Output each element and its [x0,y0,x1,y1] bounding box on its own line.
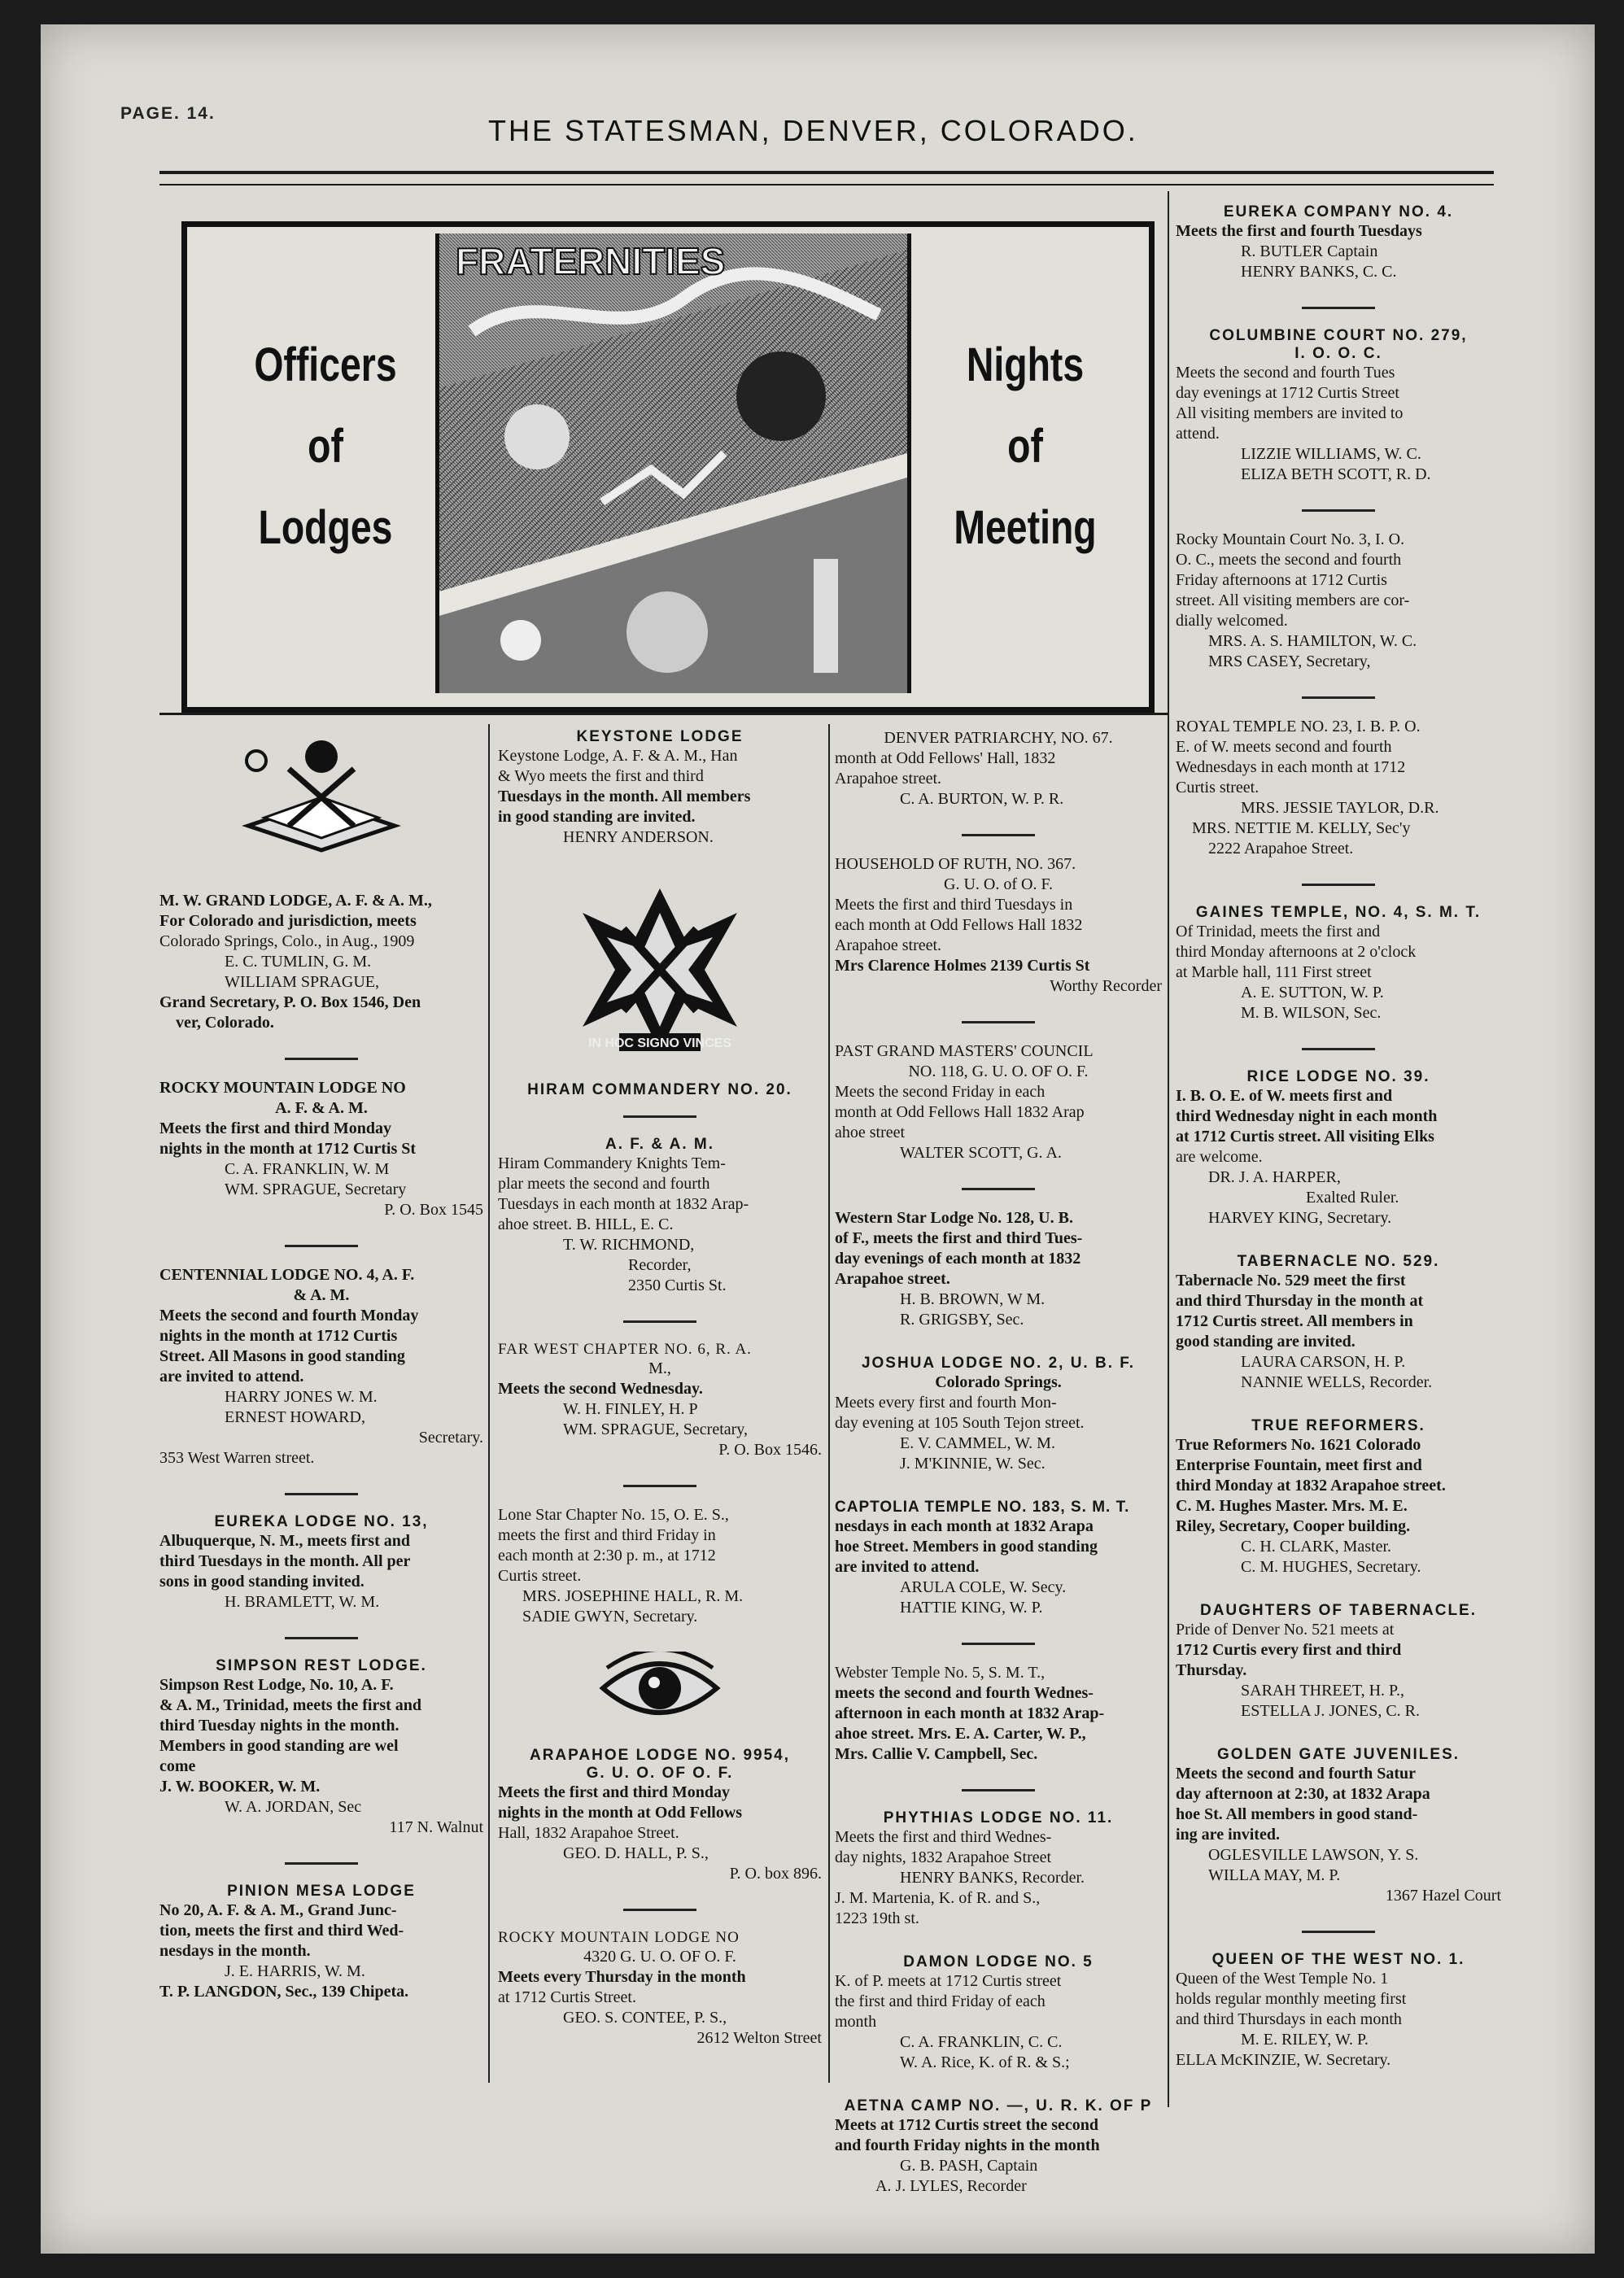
header-rule [159,171,1494,174]
column-1 [159,728,483,2027]
separator [1302,1931,1375,1933]
column-divider-4 [1168,191,1169,2107]
separator [962,1789,1035,1791]
rocky-mountain-gu-lodge-item: ROCKY MOUNTAIN LODGE NO 4320 G. U. O. OF O. F. Meets every Thursday in the month at 1712 Curtis Street. GEO. S. CONTEE, P. S., 2612 Welton Street [498,1929,822,2047]
captolia-temple-item: CAPTOLIA TEMPLE NO. 183, S. M. T. nesdays in each month at 1832 Arapa hoe Street. Members in good standing are invited to attend. ARULA COLE, W. Secy. HATTIE KING, W. P. [835,1499,1130,1617]
rocky-mountain-court-item: Rocky Mountain Court No. 3, I. O. O. C., meets the second and fourth Friday afternoons at 1712 Curtis street. All visiting members are cor- dially welcomed. MRS. A. S. HAMILTON, W. C. MRS CASEY, Secretary, [1176,530,1417,670]
rice-lodge-item: RICE LODGE NO. 39. I. B. O. E. of W. meets first and third Wednesday night in each month at 1712 Curtis street. All visiting Elks are welcome. DR. J. A. HARPER, Exalted Ruler. HARVEY KING, Secretary. [1176,1068,1438,1227]
page-number: PAGE. 14. [120,104,216,123]
arapahoe-lodge-item: ARAPAHOE LODGE NO. 9954, G. U. O. OF O. F. Meets the first and third Monday nights in the month at Odd Fellows Hall, 1832 Arapahoe Street. GEO. D. HALL, P. S., P. O. box 896. [498,1747,822,1883]
webster-temple-item: Webster Temple No. 5, S. M. T., meets the second and fourth Wednes- afternoon in each month at 1832 Arap- ahoe street. Mrs. E. A. Carter, W. P., Mrs. Callie V. Campbell, Sec. [835,1664,1105,1763]
tabernacle-item: TABERNACLE NO. 529. Tabernacle No. 529 meet the first and third Thursday in the month at 1712 Curtis street. All members in good standing are invited. LAURA CARSON, H. P. NANNIE WELLS, Recorder. [1176,1253,1440,1391]
separator [285,1862,358,1865]
banner-left-text: Officers of Lodges [254,338,397,554]
eye-icon [599,1652,721,1725]
far-west-chapter-item: FAR WEST CHAPTER NO. 6, R. A. M., Meets the second Wednesday. W. H. FINLEY, H. P WM. SPRAGUE, Secretary, P. O. Box 1546. [498,1341,822,1459]
column-divider-2 [488,724,490,2083]
separator [285,1637,358,1639]
centennial-lodge-item: CENTENNIAL LODGE NO. 4, A. F. & A. M. Meets the second and fourth Monday nights in the month at 1712 Curtis Street. All Masons in good standing are invited to attend. HARRY JONES W. M. ERNEST HOWARD, Secretary. 353 West Warren street. [159,1266,483,1467]
fraternities-banner [181,221,1155,713]
denver-patriarchy-item: DENVER PATRIARCHY, NO. 67. month at Odd Fellows' Hall, 1832 Arapahoe street. C. A. BURTON, W. P. R. [835,729,1113,808]
damon-lodge-item: DAMON LODGE NO. 5 K. of P. meets at 1712 Curtis street the first and third Friday of each month C. A. FRANKLIN, C. C. W. A. Rice, K. of R. & S.; [835,1953,1094,2071]
keystone-lodge-item: KEYSTONE LODGE Keystone Lodge, A. F. & A. M., Han & Wyo meets the first and third Tuesdays in the month. All members in good standing are invited. HENRY ANDERSON. [498,728,751,846]
household-of-ruth-item: HOUSEHOLD OF RUTH, NO. 367. G. U. O. of O. F. Meets the first and third Tuesdays in each month at Odd Fellows Hall 1832 Arapahoe street. Mrs Clarence Holmes 2139 Curtis St Worthy Recorder [835,855,1162,995]
columbine-court-item: COLUMBINE COURT NO. 279, I. O. O. C. Meets the second and fourth Tues day evenings at 1712 Curtis Street All visiting members are invited to attend. LIZZIE WILLIAMS, W. C. ELIZA BETH SCOTT, R. D. [1176,327,1468,483]
rocky-mountain-lodge-item: ROCKY MOUNTAIN LODGE NO A. F. & A. M. Meets the first and third Monday nights in the month at 1712 Curtis St C. A. FRANKLIN, W. M WM. SPRAGUE, Secretary P. O. Box 1545 [159,1079,483,1219]
phythias-lodge-item: PHYTHIAS LODGE NO. 11. Meets the first and third Wednes- day nights, 1832 Arapahoe Street HENRY BANKS, Recorder. J. M. Martenia, K. of R. and S., 1223 19th st. [835,1809,1114,1927]
separator [623,1115,696,1118]
joshua-lodge-item: JOSHUA LODGE NO. 2, U. B. F. Colorado Springs. Meets every first and fourth Mon- day evening at 105 South Tejon street. E. V. CAMMEL, W. M. J. M'KINNIE, W. Sec. [835,1355,1136,1473]
separator [1302,884,1375,886]
emblem-motto: IN HOC SIGNO VINCES [587,1036,732,1050]
column-2 [498,728,822,2073]
header-rule-thin [159,184,1494,185]
daughters-of-tabernacle-item: DAUGHTERS OF TABERNACLE. Pride of Denver No. 521 meets at 1712 Curtis every first and third Thursday. SARAH THREET, H. P., ESTELLA J. JONES, C. R. [1176,1602,1478,1720]
lone-star-chapter-item: Lone Star Chapter No. 15, O. E. S., meets the first and third Friday in each month at 2:30 p. m., at 1712 Curtis street. MRS. JOSEPHINE HALL, R. M. SADIE GWYN, Secretary. [498,1506,744,1626]
masonic-bible-icon [232,728,411,858]
gaines-temple-item: GAINES TEMPLE, NO. 4, S. M. T. Of Trinidad, meets the first and third Monday afternoons at 2 o'clock at Marble hall, 111 First street A. E. SUTTON, W. P. M. B. WILSON, Sec. [1176,904,1482,1022]
banner-illustration [435,233,911,693]
separator [1302,1048,1375,1050]
column-divider-3 [828,724,830,2083]
grand-lodge-item: M. W. GRAND LODGE, A. F. & A. M., For Colorado and jurisdiction, meets Colorado Springs, Colo., in Aug., 1909 E. C. TUMLIN, G. M. WILLIAM SPRAGUE, Grand Secretary, P. O. Box 1546, Den ver, Colorado. [159,892,432,1032]
pinion-mesa-lodge-item: PINION MESA LODGE No 20, A. F. & A. M., Grand Junc- tion, meets the first and third Wed- nesdays in the month. J. E. HARRIS, W. M. T. P. LANGDON, Sec., 139 Chipeta. [159,1883,416,2001]
aetna-camp-item: AETNA CAMP NO. —, U. R. K. OF P Meets at 1712 Curtis street the second and fourth Friday nights in the month G. B. PASH, Captain A. J. LYLES, Recorder [835,2097,1153,2195]
separator [1302,509,1375,512]
fraternities-illustration [439,233,907,693]
column-4 [1176,203,1501,2095]
queen-of-the-west-item: QUEEN OF THE WEST NO. 1. Queen of the West Temple No. 1 holds regular monthly meeting first and third Thursdays in each month M. E. RILEY, W. P. ELLA McKINZIE, W. Secretary. [1176,1951,1465,2069]
separator [1302,696,1375,699]
separator [285,1493,358,1495]
newspaper-title: THE STATESMAN, DENVER, COLORADO. [488,114,1138,147]
banner-right-text: Nights of Meeting [954,338,1097,554]
separator [962,1643,1035,1645]
cross-emblem-icon [574,880,745,1059]
past-grand-masters-item: PAST GRAND MASTERS' COUNCIL NO. 118, G. U. O. OF O. F. Meets the second Friday in each month at Odd Fellows Hall 1832 Arap ahoe street WALTER SCOTT, G. A. [835,1042,1094,1162]
separator [962,1021,1035,1023]
separator [1302,307,1375,309]
eureka-company-item: EUREKA COMPANY NO. 4. Meets the first and fourth Tuesdays R. BUTLER Captain HENRY BANKS, C. C. [1176,203,1454,281]
royal-temple-item: ROYAL TEMPLE NO. 23, I. B. P. O. E. of W. meets second and fourth Wednesdays in each month at 1712 Curtis street. MRS. JESSIE TAYLOR, D.R. MRS. NETTIE M. KELLY, Sec'y 2222 Arapahoe Street. [1176,718,1439,858]
all-seeing-eye-emblem [498,1652,822,1730]
banner-bottom-rule [159,713,1168,715]
western-star-lodge-item: Western Star Lodge No. 128, U. B. of F., meets the first and third Tues- day evenings of each month at 1832 Arapahoe street. H. B. BROWN, W M. R. GRIGSBY, Sec. [835,1209,1083,1329]
hiram-commandery-item: A. F. & A. M. Hiram Commandery Knights Tem- plar meets the second and fourth Tuesdays in each month at 1832 Arap- ahoe street. B. HILL, E. C. T. W. RICHMOND, Recorder, 2350 Curtis St. [498,1136,749,1294]
separator [623,1320,696,1323]
simpson-rest-lodge-item: SIMPSON REST LODGE. Simpson Rest Lodge, No. 10, A. F. & A. M., Trinidad, meets the first and third Tuesday nights in the month. Members in good standing are wel come J. W. BOOKER, W. M. W. A. JORDAN, Sec 117 N. Walnut [159,1657,483,1836]
separator [285,1058,358,1060]
golden-gate-juveniles-item: GOLDEN GATE JUVENILES. Meets the second and fourth Satur day afternoon at 2:30, at 1832 Arapa hoe St. All members in good stand- ing are invited. OGLESVILLE LAWSON, Y. S. WILLA MAY, M. P. 1367 Hazel Court [1176,1746,1501,1905]
banner-art-title: FRATERNITIES [456,240,726,282]
hiram-commandery-heading: HIRAM COMMANDERY NO. 20. [527,1081,792,1098]
eureka-lodge-item: EUREKA LODGE NO. 13, Albuquerque, N. M., meets first and third Tuesdays in the month. All per sons in good standing invited. H. BRAMLETT, W. M. [159,1513,429,1611]
true-reformers-item: TRUE REFORMERS. True Reformers No. 1621 Colorado Enterprise Fountain, meet first and third Monday at 1832 Arapahoe street. C. M. Hughes Master. Mrs. M. E. Riley, Secretary, Cooper building. C. H. CLARK, Master. C. M. HUGHES, Secretary. [1176,1417,1446,1576]
separator [623,1909,696,1911]
separator [962,834,1035,836]
separator [285,1245,358,1247]
separator [623,1485,696,1487]
knights-templar-emblem [498,880,822,1065]
separator [962,1188,1035,1190]
column-3 [835,728,1162,2221]
